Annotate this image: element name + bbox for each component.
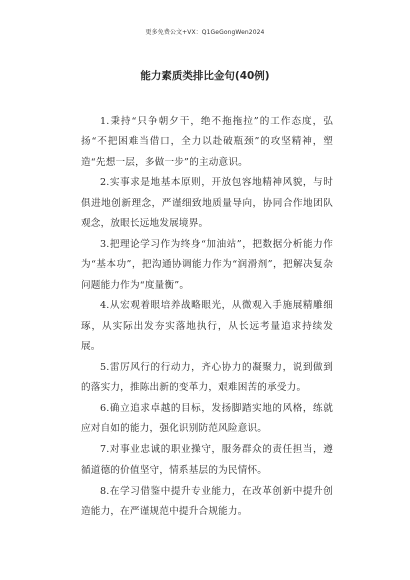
phrase-item-2: 2.实事求是地基本原则，开放包容地精神风貌，与时俱进地创新理念，严谨细致地质量导向，协同合作地团队观念，放眼长远地发展境界。 <box>81 177 333 230</box>
phrase-list <box>81 112 333 523</box>
document-title: 能力素质类排比金句(40例) <box>140 70 270 82</box>
phrase-item-1: 1.秉持“只争朝夕干，绝不拖拖拉”的工作态度，弘扬“不把困难当借口，全力以赴破瓶颈”的攻坚精神，塑造“先想一层，多做一步”的主动意识。 <box>81 116 333 168</box>
phrase-item-7: 7.对事业忠诚的职业操守，服务群众的责任担当，遵循道德的价值坚守，情系基层的为民情怀。 <box>81 444 333 476</box>
phrase-item-8: 8.在学习借鉴中提升专业能力，在改革创新中提升创造能力，在严谨规范中提升合规能力。 <box>81 485 333 517</box>
phrase-item-3: 3.把理论学习作为终身“加油站”，把数据分析能力作为“基本功”，把沟通协调能力作为“润滑剂”，把解决复杂问题能力作为“度量衡”。 <box>81 238 333 291</box>
phrase-item-5: 5.雷厉风行的行动力，齐心协力的凝聚力，说到做到的落实力，推陈出新的变革力，艰难困苦的承受力。 <box>81 361 333 394</box>
page-header: 更多免费公文+VX：Q1GeGongWen2024 <box>145 29 265 36</box>
phrase-item-4: 4.从宏观着眼培养战略眼光，从微观入手施展精雕细琢，从实际出发夯实落地执行，从长远考量追求持续发展。 <box>81 300 333 353</box>
phrase-item-6: 6.确立追求卓越的目标，发扬脚踏实地的风格，练就应对自如的能力，强化识别防范风险意识。 <box>81 403 333 435</box>
